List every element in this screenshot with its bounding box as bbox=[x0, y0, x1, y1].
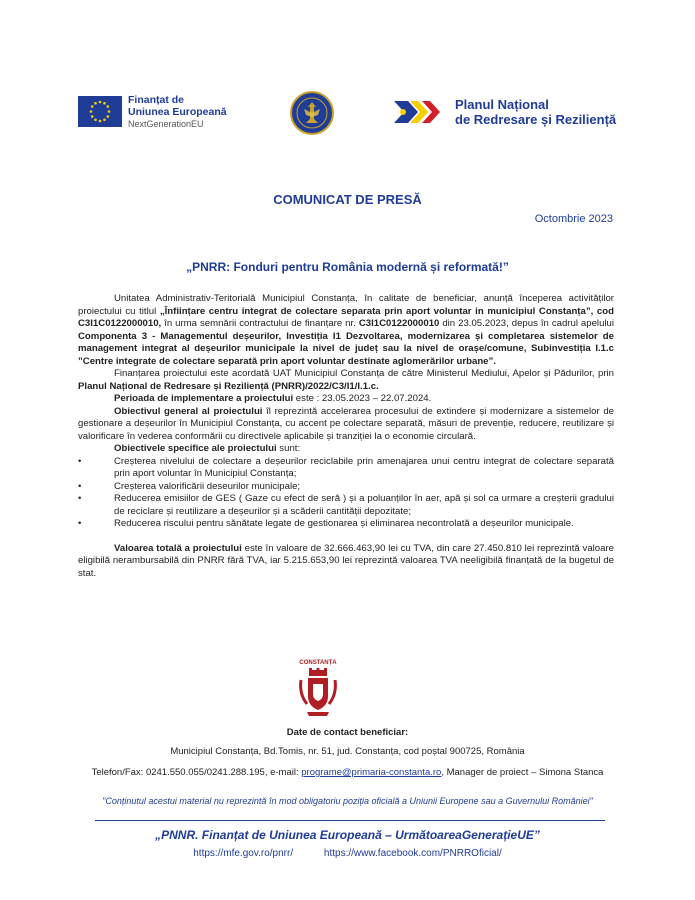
paragraph-total-value bbox=[78, 543, 614, 581]
contact-manager: , Manager de proiect – Simona Stanca bbox=[441, 767, 604, 778]
p3-label: Perioada de implementare a proiectului bbox=[114, 393, 294, 404]
objective-text: Reducerea emisiilor de GES ( Gaze cu efect de seră ) și a poluanților în aer, apă și sol ca urmare a creșterii gradului de reciclare și reutilizare a deșeurilor și a scăderii cantității depozitate; bbox=[114, 493, 614, 517]
crest-label: CONSTANȚA bbox=[299, 660, 337, 666]
contact-heading: Date de contact beneficiar: bbox=[286, 727, 409, 738]
footer-slogan: „PNNR. Finanțat de Uniunea Europeană – UrmătoareaGenerațieUE” bbox=[155, 828, 540, 842]
p6-label: Valoarea totală a proiectului bbox=[114, 542, 242, 554]
list-item bbox=[78, 481, 614, 494]
pnrr-logo-text bbox=[455, 97, 616, 127]
bullet-icon: • bbox=[78, 493, 82, 504]
slogan: „PNRR: Fonduri pentru România modernă și reformată!” bbox=[186, 260, 509, 274]
objectives-list bbox=[78, 456, 614, 531]
contact-email-link[interactable]: programe@primaria-constanta.ro bbox=[301, 767, 442, 778]
objective-text: Reducerea riscului pentru sănătate legate de gestionarea și eliminarea necontrolată a deșeurilor municipale. bbox=[114, 518, 574, 529]
p5-label: Obiectivele specifice ale proiectului bbox=[114, 443, 277, 454]
paragraph-general-objective bbox=[78, 406, 614, 444]
contact-address: Municipiul Constanța, Bd.Tomis, nr. 51, jud. Constanța, cod poștal 900725, România bbox=[170, 746, 525, 757]
eu-funding-logo-text bbox=[128, 94, 227, 130]
mfe-link[interactable]: https://mfe.gov.ro/pnrr/ bbox=[193, 848, 294, 859]
eu-flag-icon bbox=[78, 96, 122, 127]
paragraph-specific-objectives bbox=[78, 443, 614, 456]
p5-text: sunt: bbox=[276, 443, 301, 454]
paragraph-financing bbox=[78, 368, 614, 393]
pnrr-logo-line1: Planul Național bbox=[455, 97, 549, 112]
page-title: COMUNICAT DE PRESĂ bbox=[273, 192, 422, 207]
contact-details bbox=[0, 767, 695, 778]
bullet-icon: • bbox=[78, 455, 82, 467]
objective-text: Creșterea nivelului de colectare a deșeurilor reciclabile prin amenajarea unui centru integrat de colectare separată prin aport voluntar în Municipiul Constanța; bbox=[114, 455, 614, 479]
eu-logo-line3: NextGenerationEU bbox=[128, 119, 204, 129]
contact-phone: Telefon/Fax: 0241.550.055/0241.288.195, e-mail: bbox=[91, 767, 302, 778]
disclaimer: "Conținutul acestui material nu reprezintă în mod obligatoriu poziția oficială a Uniunii Europene sau a Guvernului României" bbox=[102, 796, 593, 806]
pnrr-arrows-icon bbox=[394, 99, 450, 125]
p1-contract-number: C3I1C0122000010 bbox=[358, 318, 440, 329]
p3-value: este : 23.05.2023 – 22.07.2024. bbox=[293, 393, 432, 404]
footer-divider bbox=[95, 820, 605, 821]
romanian-government-seal-icon bbox=[290, 91, 334, 135]
paragraph-intro bbox=[78, 293, 614, 368]
p1-text-c: în urma semnării contractului de finanțare nr. bbox=[161, 318, 359, 329]
p1-text-e: din 23.05.2023, depus în cadrul apelului bbox=[439, 318, 615, 329]
pnrr-logo-line2: de Redresare și Reziliență bbox=[455, 112, 617, 127]
list-item bbox=[78, 493, 614, 518]
p1-call-name: Componenta 3 - Managementul deșeurilor, Investiția I1 Dezvoltarea, modernizarea și completarea sistemelor de management integrat al deșeurilor municipale la nivel de județ sau la nivel de orașe/comune, Subinvestiția I.1.c ”Centre integrate de colectare separată prin aport voluntar destinate aglomerărilor urbane”. bbox=[78, 330, 614, 367]
footer-links bbox=[0, 848, 695, 859]
p6-text: este în valoare de 32.666.463,90 lei cu TVA, din care 27.450.810 lei reprezintă valoare eligibilă nerambursabilă din PNRR fără TVA, iar 5.215.653,90 lei reprezintă valoarea TVA neeligibilă finanțată de la bugetul de stat. bbox=[78, 542, 614, 579]
list-item bbox=[78, 518, 614, 531]
objective-text: Creșterea valorificării deseurilor municipale; bbox=[114, 480, 301, 492]
constanta-coat-of-arms-icon bbox=[297, 666, 339, 718]
bullet-icon: • bbox=[78, 518, 82, 529]
press-release-body bbox=[78, 293, 614, 580]
bullet-icon: • bbox=[78, 480, 82, 492]
p4-text: îl reprezintă accelerarea procesului de extindere și modernizare a sistemelor de gestionare a deșeurilor în Municipiul Constanța, cu accent pe colectare separată, măsuri de prevenție, reducere, reutilizare și valorificare în vederea conformării cu directivele aplicabile și tranziției la o economie circulară. bbox=[78, 405, 614, 442]
facebook-link[interactable]: https://www.facebook.com/PNRROficial/ bbox=[323, 848, 502, 859]
p1-text-a: Unitatea Administrativ-Teritorială Municipiul Constanța, în calitate de beneficiar, anunță începerea activităților proiectului cu titlul bbox=[78, 293, 614, 317]
p2-program: Planul Național de Redresare și Reziliență (PNRR)/2022/C3/I1/I.1.c. bbox=[78, 380, 379, 392]
p4-label: Obiectivul general al proiectului bbox=[114, 405, 263, 417]
list-item bbox=[78, 456, 614, 481]
release-date: Octombrie 2023 bbox=[534, 213, 613, 225]
eu-logo-line1: Finanțat de bbox=[128, 94, 185, 106]
eu-logo-line2: Uniunea Europeană bbox=[128, 106, 227, 118]
p1-project-title: „Înființare centru integrat de colectare separata prin aport voluntar in municipiul Constanța”, cod C3I1C0122000010, bbox=[78, 305, 614, 329]
paragraph-period bbox=[78, 393, 614, 406]
p2-text-a: Finanțarea proiectului este acordată UAT Municipiul Constanța de către Ministerul Mediului, Apelor și Pădurilor, prin bbox=[114, 368, 614, 379]
